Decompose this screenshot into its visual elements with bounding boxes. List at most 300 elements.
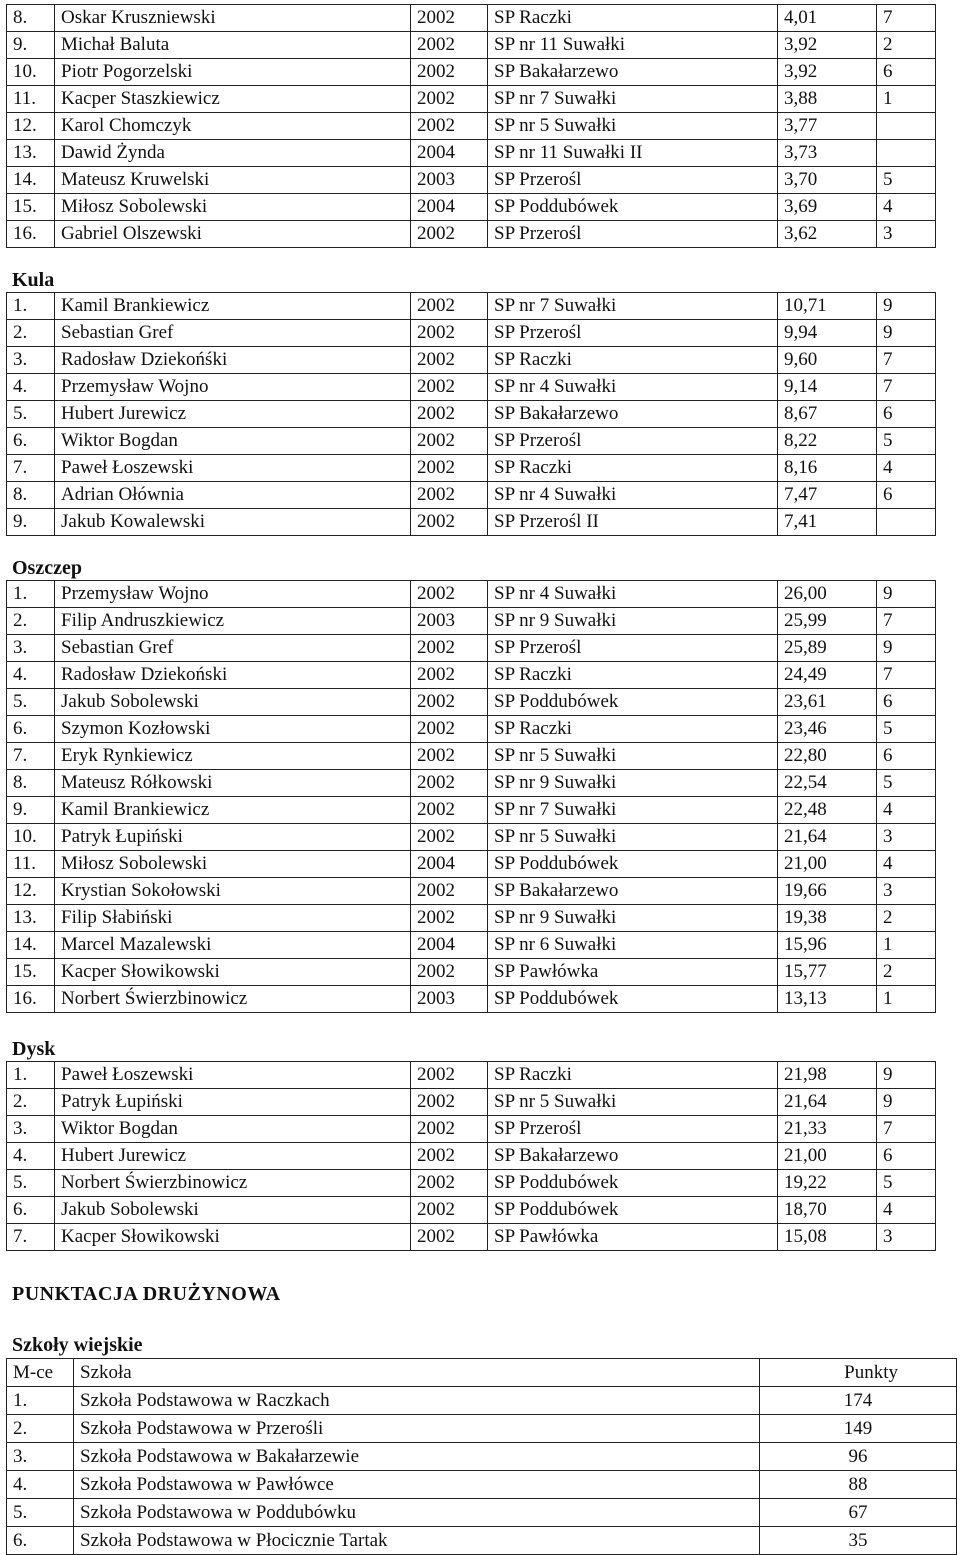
results-table-dysk [6,1061,936,1251]
cell-points [877,140,936,167]
table-row [7,1170,936,1197]
cell-points: 5 [877,1170,936,1197]
cell-points: 4 [877,1197,936,1224]
table-row [7,878,936,905]
table-row [7,1387,957,1415]
cell-name: Karol Chomczyk [55,113,411,140]
cell-points: 2 [877,32,936,59]
cell-name: Wiktor Bogdan [55,1116,411,1143]
table-row [7,293,936,320]
cell-name: Kamil Brankiewicz [55,293,411,320]
cell-result: 3,69 [778,194,877,221]
cell-points: 4 [877,194,936,221]
cell-points: 9 [877,635,936,662]
cell-school: SP nr 11 Suwałki II [488,140,778,167]
cell-school: SP Bakałarzewo [488,401,778,428]
cell-points: 6 [877,401,936,428]
cell-name: Paweł Łoszewski [55,455,411,482]
table-row [7,797,936,824]
cell-result: 22,80 [778,743,877,770]
cell-result: 23,61 [778,689,877,716]
cell-year: 2002 [411,1197,488,1224]
cell-year: 2004 [411,932,488,959]
results-table-kula [6,292,936,536]
table-row [7,1224,936,1251]
cell-result: 26,00 [778,581,877,608]
cell-result: 3,77 [778,113,877,140]
cell-place: 6. [7,428,55,455]
cell-points: 1 [877,932,936,959]
cell-result: 15,96 [778,932,877,959]
cell-school: SP nr 5 Suwałki [488,743,778,770]
cell-points: 9 [877,581,936,608]
cell-result: 21,64 [778,1089,877,1116]
cell-result: 21,00 [778,1143,877,1170]
cell-team-school: Szkoła Podstawowa w Bakałarzewie [74,1443,760,1471]
cell-name: Miłosz Sobolewski [55,194,411,221]
cell-result: 8,22 [778,428,877,455]
table-row [7,347,936,374]
cell-school: SP nr 4 Suwałki [488,374,778,401]
table-row [7,689,936,716]
cell-school: SP nr 7 Suwałki [488,797,778,824]
table-row [7,1499,957,1527]
table-row [7,509,936,536]
team-scoring-heading: PUNKTACJA DRUŻYNOWA [12,1283,281,1305]
cell-points: 5 [877,167,936,194]
cell-name: Kacper Słowikowski [55,1224,411,1251]
section-title-oszczep: Oszczep [12,557,82,579]
cell-place: 16. [7,221,55,248]
cell-year: 2002 [411,635,488,662]
cell-year: 2002 [411,716,488,743]
cell-points: 9 [877,293,936,320]
cell-year: 2004 [411,194,488,221]
cell-name: Jakub Sobolewski [55,1197,411,1224]
results-table-continued [6,4,936,248]
cell-points: 5 [877,716,936,743]
cell-year: 2002 [411,428,488,455]
cell-year: 2002 [411,293,488,320]
cell-points: 7 [877,5,936,32]
cell-name: Norbert Świerzbinowicz [55,1170,411,1197]
cell-name: Radosław Dziekońśki [55,347,411,374]
table-row [7,1471,957,1499]
cell-year: 2002 [411,1143,488,1170]
cell-place: 6. [7,1197,55,1224]
cell-school: SP Raczki [488,5,778,32]
cell-result: 7,41 [778,509,877,536]
cell-name: Filip Andruszkiewicz [55,608,411,635]
cell-place: 5. [7,1170,55,1197]
cell-points: 5 [877,428,936,455]
cell-name: Wiktor Bogdan [55,428,411,455]
cell-result: 24,49 [778,662,877,689]
cell-place: 8. [7,482,55,509]
table-row [7,824,936,851]
cell-school: SP Bakałarzewo [488,878,778,905]
table-row [7,905,936,932]
cell-place: 1. [7,581,55,608]
cell-result: 19,22 [778,1170,877,1197]
cell-year: 2002 [411,1116,488,1143]
cell-name: Szymon Kozłowski [55,716,411,743]
cell-points: 7 [877,374,936,401]
cell-team-points: 96 [760,1443,957,1471]
cell-school: SP nr 4 Suwałki [488,482,778,509]
cell-result: 13,13 [778,986,877,1013]
cell-result: 15,08 [778,1224,877,1251]
cell-year: 2002 [411,743,488,770]
cell-place: 7. [7,455,55,482]
table-row [7,959,936,986]
cell-place: 15. [7,194,55,221]
cell-points: 6 [877,689,936,716]
cell-place: 5. [7,401,55,428]
table-row [7,1062,936,1089]
cell-result: 3,92 [778,32,877,59]
cell-school: SP Raczki [488,1062,778,1089]
cell-result: 25,89 [778,635,877,662]
cell-points: 4 [877,797,936,824]
cell-team-points: 67 [760,1499,957,1527]
cell-school: SP Przerośl [488,635,778,662]
table-row [7,482,936,509]
cell-name: Mateusz Rółkowski [55,770,411,797]
cell-result: 21,64 [778,824,877,851]
cell-year: 2002 [411,959,488,986]
cell-result: 4,01 [778,5,877,32]
cell-points: 6 [877,743,936,770]
cell-place: 11. [7,851,55,878]
cell-place: 16. [7,986,55,1013]
table-row [7,743,936,770]
cell-year: 2004 [411,851,488,878]
cell-place: 14. [7,167,55,194]
cell-name: Miłosz Sobolewski [55,851,411,878]
cell-result: 9,14 [778,374,877,401]
cell-points: 6 [877,59,936,86]
team-col-points: Punkty [760,1359,957,1387]
table-row [7,635,936,662]
cell-points: 2 [877,959,936,986]
table-row [7,1116,936,1143]
cell-result: 25,99 [778,608,877,635]
section-title-dysk: Dysk [12,1038,56,1060]
cell-year: 2002 [411,905,488,932]
table-row [7,374,936,401]
cell-name: Kacper Słowikowski [55,959,411,986]
cell-team-school: Szkoła Podstawowa w Przerośli [74,1415,760,1443]
cell-year: 2003 [411,167,488,194]
cell-team-school: Szkoła Podstawowa w Płocicznie Tartak [74,1527,760,1555]
cell-points [877,113,936,140]
results-table-oszczep [6,580,936,1013]
cell-school: SP Poddubówek [488,1197,778,1224]
cell-name: Filip Słabiński [55,905,411,932]
cell-name: Krystian Sokołowski [55,878,411,905]
cell-name: Hubert Jurewicz [55,401,411,428]
cell-result: 10,71 [778,293,877,320]
cell-name: Jakub Kowalewski [55,509,411,536]
cell-place: 7. [7,743,55,770]
cell-place: 10. [7,824,55,851]
cell-name: Michał Baluta [55,32,411,59]
cell-name: Eryk Rynkiewicz [55,743,411,770]
cell-team-points: 88 [760,1471,957,1499]
cell-school: SP nr 7 Suwałki [488,86,778,113]
cell-place: 10. [7,59,55,86]
table-row [7,401,936,428]
cell-school: SP nr 6 Suwałki [488,932,778,959]
cell-year: 2003 [411,986,488,1013]
section-title-kula: Kula [12,269,55,291]
table-row [7,167,936,194]
cell-place: 2. [7,608,55,635]
cell-team-school: Szkoła Podstawowa w Raczkach [74,1387,760,1415]
cell-points: 3 [877,878,936,905]
table-row [7,86,936,113]
table-row [7,1527,957,1555]
cell-school: SP Poddubówek [488,1170,778,1197]
cell-result: 9,94 [778,320,877,347]
cell-team-place: 3. [7,1443,74,1471]
table-row [7,1415,957,1443]
cell-points: 3 [877,824,936,851]
cell-points: 6 [877,482,936,509]
cell-school: SP Poddubówek [488,689,778,716]
cell-points: 2 [877,905,936,932]
cell-year: 2003 [411,608,488,635]
cell-year: 2002 [411,797,488,824]
cell-result: 22,48 [778,797,877,824]
cell-team-place: 4. [7,1471,74,1499]
cell-name: Sebastian Gref [55,635,411,662]
cell-result: 3,73 [778,140,877,167]
cell-school: SP Poddubówek [488,986,778,1013]
table-row [7,1089,936,1116]
cell-school: SP Przerośl [488,428,778,455]
cell-year: 2002 [411,86,488,113]
cell-name: Paweł Łoszewski [55,1062,411,1089]
table-row [7,851,936,878]
cell-place: 13. [7,905,55,932]
cell-place: 15. [7,959,55,986]
cell-points: 9 [877,1062,936,1089]
cell-name: Kacper Staszkiewicz [55,86,411,113]
cell-year: 2002 [411,1224,488,1251]
cell-place: 12. [7,113,55,140]
cell-team-points: 149 [760,1415,957,1443]
cell-points: 3 [877,1224,936,1251]
cell-points: 1 [877,986,936,1013]
cell-year: 2002 [411,113,488,140]
cell-place: 3. [7,347,55,374]
table-row [7,770,936,797]
cell-year: 2002 [411,401,488,428]
table-row [7,59,936,86]
cell-team-school: Szkoła Podstawowa w Poddubówku [74,1499,760,1527]
cell-place: 8. [7,770,55,797]
cell-school: SP Bakałarzewo [488,59,778,86]
cell-school: SP nr 9 Suwałki [488,905,778,932]
cell-school: SP Przerośl [488,221,778,248]
cell-place: 9. [7,32,55,59]
cell-school: SP nr 5 Suwałki [488,824,778,851]
cell-year: 2004 [411,140,488,167]
cell-result: 21,33 [778,1116,877,1143]
cell-team-place: 2. [7,1415,74,1443]
table-row [7,932,936,959]
cell-place: 4. [7,662,55,689]
cell-school: SP nr 9 Suwałki [488,770,778,797]
cell-place: 12. [7,878,55,905]
cell-points: 9 [877,1089,936,1116]
table-row [7,1143,936,1170]
cell-name: Jakub Sobolewski [55,689,411,716]
cell-name: Kamil Brankiewicz [55,797,411,824]
cell-year: 2002 [411,1089,488,1116]
table-row [7,662,936,689]
team-subheading: Szkoły wiejskie [12,1334,143,1356]
cell-points: 4 [877,851,936,878]
cell-points: 7 [877,347,936,374]
cell-place: 3. [7,635,55,662]
table-row [7,1443,957,1471]
cell-school: SP Raczki [488,716,778,743]
table-row [7,113,936,140]
cell-year: 2002 [411,59,488,86]
cell-name: Sebastian Gref [55,320,411,347]
cell-school: SP nr 5 Suwałki [488,113,778,140]
cell-name: Dawid Żynda [55,140,411,167]
table-row [7,581,936,608]
cell-year: 2002 [411,347,488,374]
cell-place: 6. [7,716,55,743]
cell-name: Marcel Mazalewski [55,932,411,959]
cell-points: 7 [877,662,936,689]
cell-place: 2. [7,320,55,347]
cell-school: SP Poddubówek [488,851,778,878]
cell-points: 6 [877,1143,936,1170]
cell-result: 3,88 [778,86,877,113]
table-row [7,32,936,59]
cell-school: SP Przerośl [488,320,778,347]
cell-year: 2002 [411,32,488,59]
cell-result: 8,16 [778,455,877,482]
cell-name: Piotr Pogorzelski [55,59,411,86]
cell-school: SP Poddubówek [488,194,778,221]
table-row [7,320,936,347]
cell-result: 3,62 [778,221,877,248]
cell-school: SP nr 11 Suwałki [488,32,778,59]
cell-name: Patryk Łupiński [55,824,411,851]
table-row [7,194,936,221]
cell-school: SP nr 9 Suwałki [488,608,778,635]
cell-result: 9,60 [778,347,877,374]
cell-team-place: 5. [7,1499,74,1527]
cell-year: 2002 [411,5,488,32]
cell-year: 2002 [411,1170,488,1197]
team-table-header-row [7,1359,957,1387]
cell-school: SP Przerośl [488,167,778,194]
cell-name: Mateusz Kruwelski [55,167,411,194]
cell-result: 19,66 [778,878,877,905]
cell-name: Przemysław Wojno [55,374,411,401]
table-row [7,716,936,743]
cell-result: 22,54 [778,770,877,797]
cell-place: 14. [7,932,55,959]
cell-name: Przemysław Wojno [55,581,411,608]
cell-result: 8,67 [778,401,877,428]
cell-name: Adrian Ołównia [55,482,411,509]
cell-result: 3,92 [778,59,877,86]
cell-year: 2002 [411,455,488,482]
cell-team-school: Szkoła Podstawowa w Pawłówce [74,1471,760,1499]
cell-points: 5 [877,770,936,797]
table-row [7,428,936,455]
cell-team-place: 6. [7,1527,74,1555]
cell-school: SP nr 4 Suwałki [488,581,778,608]
cell-school: SP Bakałarzewo [488,1143,778,1170]
cell-place: 7. [7,1224,55,1251]
team-scoring-table [6,1358,957,1555]
cell-place: 1. [7,1062,55,1089]
cell-name: Patryk Łupiński [55,1089,411,1116]
cell-name: Gabriel Olszewski [55,221,411,248]
cell-year: 2002 [411,482,488,509]
cell-points: 1 [877,86,936,113]
cell-place: 9. [7,797,55,824]
cell-year: 2002 [411,878,488,905]
table-row [7,5,936,32]
cell-place: 1. [7,293,55,320]
cell-place: 13. [7,140,55,167]
cell-name: Hubert Jurewicz [55,1143,411,1170]
cell-team-points: 174 [760,1387,957,1415]
cell-points: 7 [877,608,936,635]
cell-year: 2002 [411,581,488,608]
cell-place: 2. [7,1089,55,1116]
cell-place: 8. [7,5,55,32]
cell-points [877,509,936,536]
cell-result: 15,77 [778,959,877,986]
cell-result: 21,98 [778,1062,877,1089]
cell-points: 4 [877,455,936,482]
table-row [7,608,936,635]
cell-school: SP nr 7 Suwałki [488,293,778,320]
cell-school: SP Przerośl [488,1116,778,1143]
cell-points: 9 [877,320,936,347]
cell-year: 2002 [411,221,488,248]
table-row [7,455,936,482]
cell-name: Radosław Dziekoński [55,662,411,689]
cell-year: 2002 [411,374,488,401]
cell-year: 2002 [411,824,488,851]
table-row [7,140,936,167]
cell-result: 18,70 [778,1197,877,1224]
cell-school: SP nr 5 Suwałki [488,1089,778,1116]
cell-place: 9. [7,509,55,536]
cell-year: 2002 [411,689,488,716]
table-row [7,221,936,248]
cell-year: 2002 [411,320,488,347]
cell-school: SP Przerośl II [488,509,778,536]
cell-year: 2002 [411,1062,488,1089]
cell-school: SP Raczki [488,662,778,689]
cell-school: SP Pawłówka [488,959,778,986]
cell-name: Norbert Świerzbinowicz [55,986,411,1013]
